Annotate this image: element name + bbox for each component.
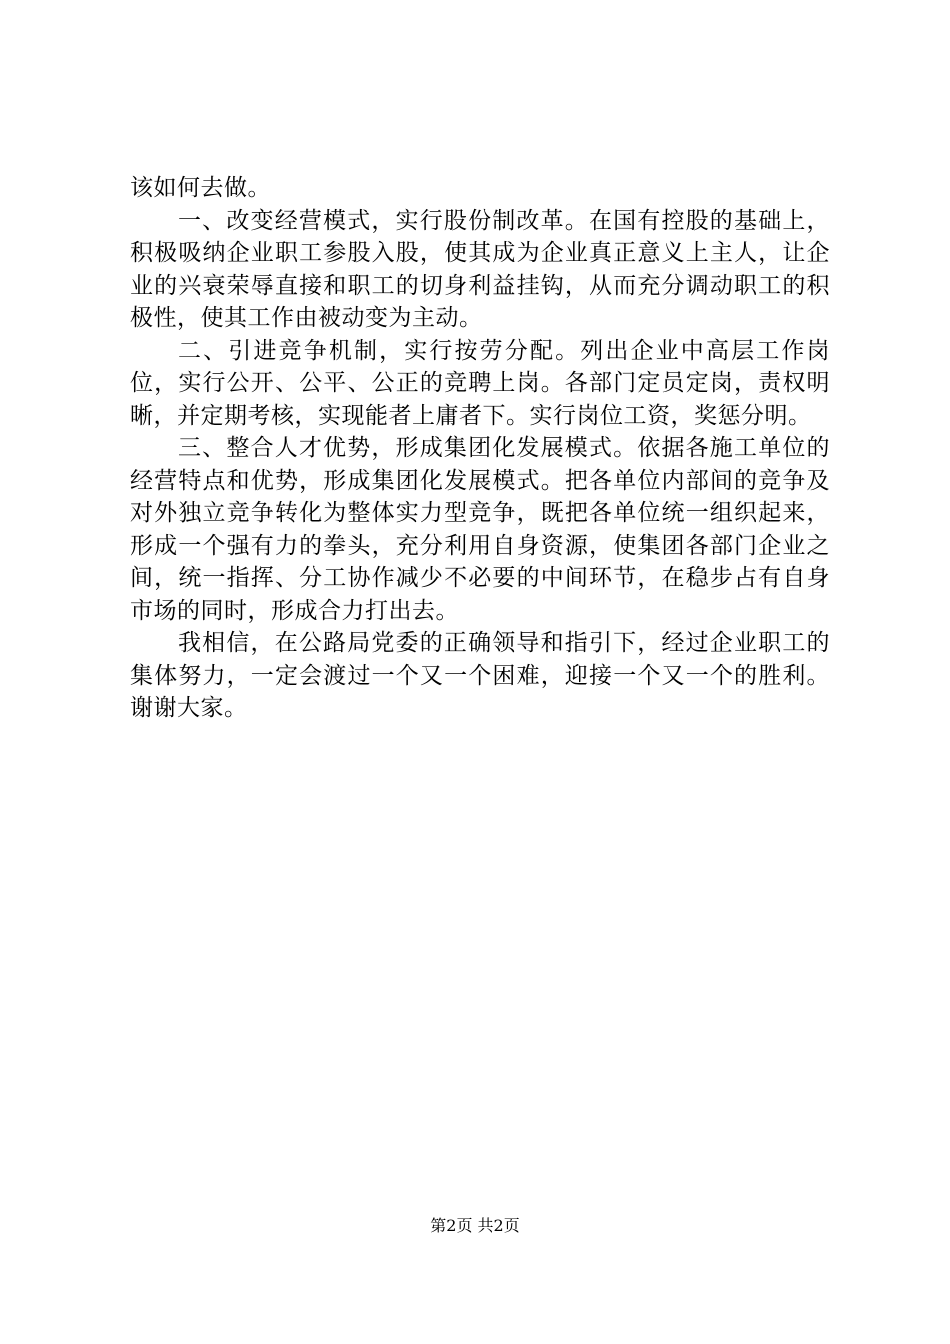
paragraph-continuation: 该如何去做。 xyxy=(130,175,271,201)
document-body xyxy=(130,172,830,725)
page-number-footer: 第2页 共2页 xyxy=(430,1216,520,1235)
paragraph-closing: 我相信，在公路局党委的正确领导和指引下，经过企业职工的集体努力，一定会渡过一个又一个困难，迎接一个又一个的胜利。谢谢大家。 xyxy=(130,630,830,721)
paragraph-point-three: 三、整合人才优势，形成集团化发展模式。依据各施工单位的经营特点和优势，形成集团化发展模式。把各单位内部间的竞争及对外独立竞争转化为整体实力型竞争，既把各单位统一组织起来，形成一个强有力的拳头，充分利用自身资源，使集团各部门企业之间，统一指挥、分工协作减少不必要的中间环节，在稳步占有自身市场的同时，形成合力打出去。 xyxy=(130,435,830,624)
paragraph-point-one: 一、改变经营模式，实行股份制改革。在国有控股的基础上，积极吸纳企业职工参股入股，使其成为企业真正意义上主人，让企业的兴衰荣辱直接和职工的切身利益挂钩，从而充分调动职工的积极性，使其工作由被动变为主动。 xyxy=(130,207,830,331)
paragraph-point-two: 二、引进竞争机制，实行按劳分配。列出企业中高层工作岗位，实行公开、公平、公正的竞聘上岗。各部门定员定岗，责权明晰，并定期考核，实现能者上庸者下。实行岗位工资，奖惩分明。 xyxy=(130,337,830,429)
